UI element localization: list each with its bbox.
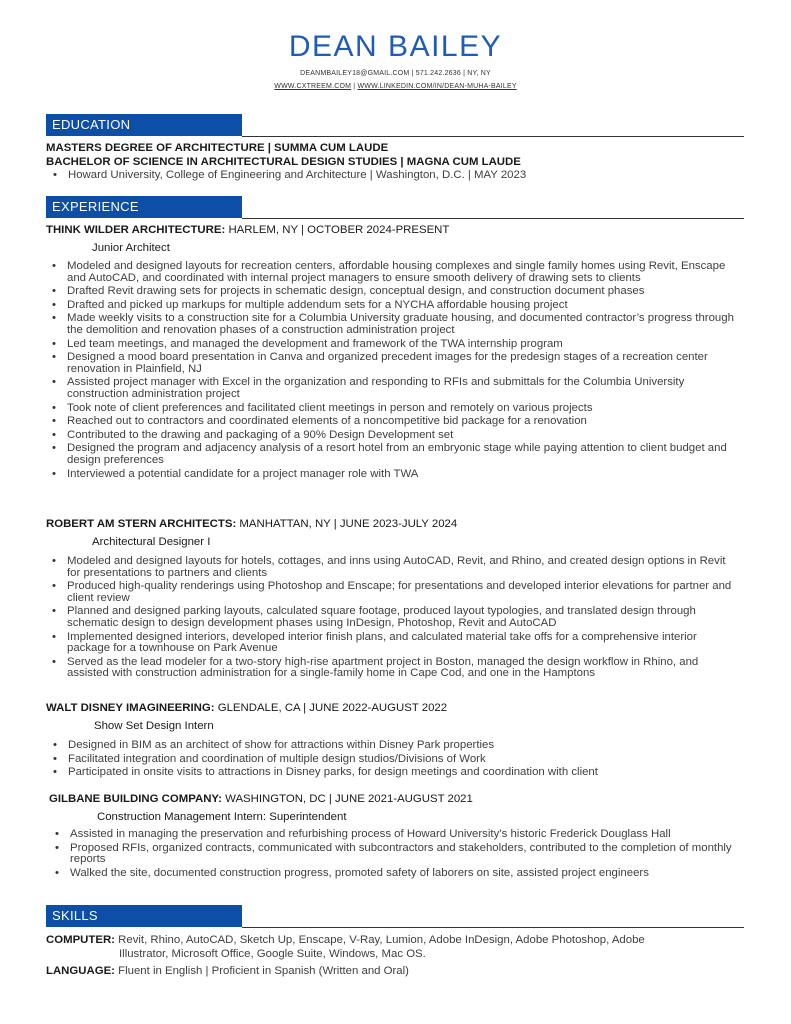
job-bullets [47,556,737,682]
website-link[interactable]: WWW.CXTREEM.COM [274,83,352,90]
list-item: • Drafted Revit drawing sets for projects in schematic design, conceptual design, and construction document phases [47,286,737,298]
contact-line: DEANMBAILEY18@GMAIL.COM | 571.242.2636 | NY, NY [300,70,491,77]
language-skills [46,965,409,979]
list-item: • Made weekly visits to a construction site for a Columbia University graduate housing, and documented contractor’s progress through the demolition and renovation phases of a construction administration project [47,313,737,336]
list-item: • Howard University, College of Engineering and Architecture | Washington, D.C. | MAY 2023 [48,170,748,182]
degree-masters: MASTERS DEGREE OF ARCHITECTURE | SUMMA CUM LAUDE [46,142,389,154]
job-details: GLENDALE, CA | JUNE 2022-AUGUST 2022 [214,702,448,714]
list-item: • Modeled and designed layouts for recreation centers, affordable housing complexes and single family homes using Revit, Enscape and AutoCAD, and coordinated with internal project managers to ensure smooth delivery of drawing sets to clients [47,261,737,284]
education-list [48,170,748,184]
education-heading: EDUCATION [46,114,242,136]
links-line [0,83,791,90]
list-item: • Assisted in managing the preservation and refurbishing process of Howard University’s historic Frederick Douglass Hall [50,829,755,841]
degree-bachelors: BACHELOR OF SCIENCE IN ARCHITECTURAL DESIGN STUDIES | MAGNA CUM LAUDE [46,156,521,168]
list-item: • Planned and designed parking layouts, calculated square footage, produced layout typologies, and translated design through schematic design to design development phases using InDesign, Photoshop, Revit and AutoCAD [47,606,737,629]
job-title: Junior Architect [92,242,170,254]
list-item: • Took note of client preferences and facilitated client meetings in person and remotely on various projects [47,403,737,415]
job-header [46,518,457,530]
experience-rule [242,218,744,219]
job-title: Architectural Designer I [92,536,211,548]
company-name: THINK WILDER ARCHITECTURE: [46,224,226,236]
list-item: • Implemented designed interiors, developed interior finish plans, and calculated material take offs for a comprehensive interior package for a townhouse on Park Avenue [47,632,737,655]
job-details: MANHATTAN, NY | JUNE 2023-JULY 2024 [236,518,458,530]
list-item: • Produced high-quality renderings using Photoshop and Enscape; for presentations and developed interior elevations for partner and client review [47,581,737,604]
company-name: WALT DISNEY IMAGINEERING: [46,702,215,714]
list-item: • Walked the site, documented construction progress, promoted safety of laborers on site, assisted project engineers [50,868,755,880]
computer-skills [46,934,746,961]
computer-label: COMPUTER: [46,934,115,946]
list-item: • Modeled and designed layouts for hotels, cottages, and inns using AutoCAD, Revit, and Rhino, and created design options in Revit for presentations to partners and clients [47,556,737,579]
list-item: • Designed in BIM as an architect of show for attractions within Disney Park properties [48,740,748,752]
job-title: Show Set Design Intern [94,720,214,732]
job-bullets [50,829,755,881]
job-title: Construction Management Intern: Superintendent [97,811,347,823]
candidate-name: DEAN BAILEY [288,30,503,63]
skills-heading: SKILLS [46,905,242,927]
job-header [46,702,447,714]
company-name: ROBERT AM STERN ARCHITECTS: [46,518,237,530]
job-bullets [48,740,748,781]
experience-heading: EXPERIENCE [46,196,242,218]
list-item: • Facilitated integration and coordination of multiple design studios/Divisions of Work [48,754,748,766]
job-details: WASHINGTON, DC | JUNE 2021-AUGUST 2021 [221,793,473,805]
list-item: • Proposed RFIs, organized contracts, communicated with subcontractors and stakeholders, contributed to the completion of monthly reports [50,843,755,866]
list-item: • Led team meetings, and managed the development and framework of the TWA internship program [47,339,737,351]
language-list: Fluent in English | Proficient in Spanish (Written and Oral) [114,965,409,977]
computer-list-cont: Illustrator, Microsoft Office, Google Suite, Windows, Mac OS. [119,947,426,960]
list-item: • Served as the lead modeler for a two-story high-rise apartment project in Boston, managed the design workflow in Rhino, and assisted with construction administration for a single-family home in Cape Cod, and one in the Hamptons [47,657,737,680]
job-header [49,793,473,805]
list-item: • Participated in onsite visits to attractions in Disney parks, for design meetings and coordination with client [48,767,748,779]
list-item: • Drafted and picked up markups for multiple addendum sets for a NYCHA affordable housing project [47,300,737,312]
education-rule [242,136,744,137]
language-label: LANGUAGE: [46,965,115,977]
list-item: • Contributed to the drawing and packaging of a 90% Design Development set [47,430,737,442]
computer-list: Revit, Rhino, AutoCAD, Sketch Up, Enscape, V-Ray, Lumion, Adobe InDesign, Adobe Photoshop, Adobe [114,934,645,946]
list-item: • Assisted project manager with Excel in the organization and responding to RFIs and submittals for the Columbia University construction administration project [47,377,737,400]
list-item: • Designed the program and adjacency analysis of a resort hotel from an embryonic stage while paying attention to client budget and design preferences [47,443,737,466]
linkedin-link[interactable]: WWW.LINKEDIN.COM/IN/DEAN-MUHA-BAILEY [357,83,517,90]
job-bullets [47,261,737,482]
job-header [46,224,449,236]
skills-rule [242,927,744,928]
company-name: GILBANE BUILDING COMPANY: [49,793,222,805]
list-item: • Designed a mood board presentation in Canva and organized precedent images for the predesign stages of a recreation center renovation in Plainfield, NJ [47,352,737,375]
list-item: • Interviewed a potential candidate for a project manager role with TWA [47,469,737,481]
link-separator: | [351,83,358,90]
job-details: HARLEM, NY | OCTOBER 2024-PRESENT [225,224,450,236]
list-item: • Reached out to contractors and coordinated elements of a noncompetitive bid package for a renovation [47,416,737,428]
